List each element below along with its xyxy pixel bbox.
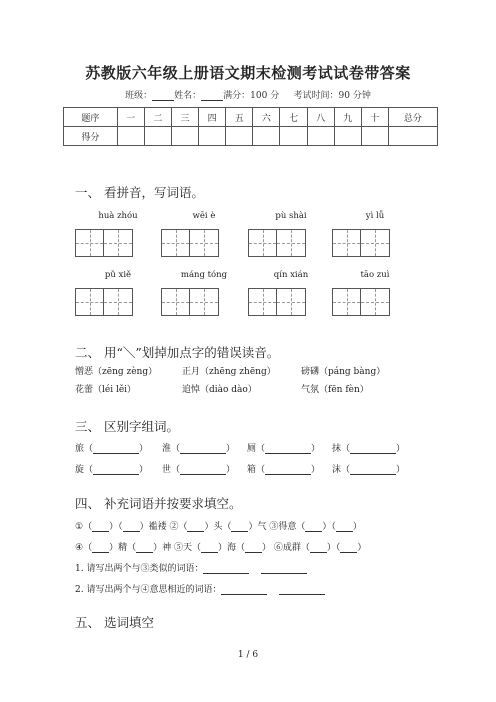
fill-line-1 — [75, 519, 362, 532]
writing-cell[interactable] — [277, 289, 305, 315]
score-cell[interactable] — [144, 127, 171, 146]
writing-cell[interactable] — [162, 230, 190, 256]
question-1 — [75, 561, 307, 574]
score-cell[interactable] — [117, 127, 144, 146]
fill-text: ）气 ③得意（ — [248, 522, 306, 532]
page-number: 1 / 6 — [237, 650, 259, 660]
writing-grid[interactable] — [75, 288, 133, 316]
writing-cell[interactable] — [190, 230, 218, 256]
answer-blank[interactable] — [265, 444, 311, 454]
section2-heading: 二、 用“＼”划掉加点字的错误读音。 — [75, 345, 280, 360]
pinyin-label: máng tóng — [180, 270, 228, 280]
answer-blank[interactable] — [203, 564, 249, 574]
name-label: 姓名： — [174, 91, 202, 101]
writing-cell[interactable] — [333, 289, 361, 315]
answer-blank[interactable] — [187, 522, 204, 532]
score-header-cell: 五 — [226, 108, 253, 127]
score-cell[interactable] — [226, 127, 253, 146]
fill-text: ）（ — [109, 522, 123, 532]
fill-text: ）神 ⑤天（ — [153, 543, 201, 553]
writing-cell[interactable] — [333, 230, 361, 256]
word-group-item: 旅（ ） — [75, 444, 149, 454]
writing-grid[interactable] — [161, 229, 219, 257]
writing-grid[interactable] — [332, 288, 390, 316]
question-2 — [75, 582, 325, 595]
score-header-cell: 六 — [253, 108, 280, 127]
answer-blank[interactable] — [92, 522, 109, 532]
score-cell[interactable] — [280, 127, 307, 146]
answer-blank[interactable] — [261, 564, 307, 574]
fill-text: ） — [357, 543, 367, 553]
word-group-item: 淮（ ） — [162, 444, 236, 454]
answer-blank[interactable] — [336, 522, 353, 532]
fill-text: ） ⑥成群（ — [261, 543, 310, 553]
name-blank — [201, 91, 223, 101]
answer-blank[interactable] — [123, 522, 140, 532]
word-group-item: 沫（ ） — [332, 465, 406, 475]
answer-blank[interactable] — [180, 465, 226, 475]
section3-heading: 三、 区别字组词。 — [75, 419, 179, 434]
score-cell[interactable] — [388, 127, 437, 146]
character: 世 — [162, 465, 172, 475]
answer-blank[interactable] — [245, 543, 262, 553]
character: 旋 — [75, 465, 85, 475]
writing-cell[interactable] — [76, 289, 104, 315]
answer-blank[interactable] — [201, 543, 218, 553]
score-header-cell: 十 — [361, 108, 388, 127]
writing-cell[interactable] — [249, 230, 277, 256]
writing-cell[interactable] — [190, 289, 218, 315]
answer-blank[interactable] — [180, 444, 226, 454]
score-header-row — [64, 108, 438, 127]
pinyin-label: huà zhóu — [98, 211, 138, 221]
writing-grid[interactable] — [75, 229, 133, 257]
word-group-item: 世（ ） — [162, 465, 236, 475]
answer-blank[interactable] — [221, 585, 267, 595]
score-cell[interactable] — [361, 127, 388, 146]
writing-cell[interactable] — [76, 230, 104, 256]
writing-cell[interactable] — [104, 230, 132, 256]
answer-blank[interactable] — [136, 543, 153, 553]
score-header-cell: 七 — [280, 108, 307, 127]
score-cell[interactable] — [307, 127, 334, 146]
reading-item-3: 磅礴（páng bàng） — [301, 367, 386, 377]
score-header-cell: 九 — [334, 108, 361, 127]
score-header-cell: 二 — [144, 108, 171, 127]
reading-item-1: 憎恶（zēng zèng） — [75, 367, 158, 377]
character: 旅 — [75, 444, 85, 454]
writing-grid[interactable] — [248, 229, 306, 257]
writing-cell[interactable] — [104, 289, 132, 315]
section4-heading: 四、 补充词语并按要求填空。 — [75, 496, 242, 511]
fill-line-2 — [75, 540, 366, 553]
answer-blank[interactable] — [231, 522, 248, 532]
score-cell[interactable] — [334, 127, 361, 146]
score-header-cell: 题序 — [64, 108, 118, 127]
pinyin-label: pù shài — [275, 211, 307, 221]
writing-cell[interactable] — [277, 230, 305, 256]
character: 厕 — [247, 444, 257, 454]
class-label: 班级： — [125, 91, 153, 101]
fill-text: ④（ — [75, 543, 93, 553]
class-blank — [152, 91, 174, 101]
question-2-text: 2. 请写出两个与④意思相近的词语： — [75, 585, 222, 595]
writing-grid[interactable] — [248, 288, 306, 316]
reading-item-2: 正月（zhēng zhēng） — [182, 367, 276, 377]
character: 沫 — [332, 465, 342, 475]
pinyin-label: wēi è — [192, 211, 216, 221]
answer-blank[interactable] — [340, 543, 357, 553]
score-header-cell: 三 — [171, 108, 198, 127]
exam-meta — [0, 88, 496, 101]
exam-time: 考试时间：90 分钟 — [293, 91, 371, 101]
section1-heading: 一、 看拼音，写词语。 — [75, 185, 204, 200]
score-header-cell: 总分 — [388, 108, 437, 127]
writing-grid[interactable] — [161, 288, 219, 316]
document-title: 苏教版六年级上册语文期末检测考试试卷带答案 — [85, 64, 411, 82]
full-score: 满分：100 分 — [223, 91, 280, 101]
word-group-item: 厕（ ） — [247, 444, 321, 454]
fill-text: ）（ — [322, 522, 336, 532]
character: 抹 — [332, 444, 342, 454]
writing-cell[interactable] — [361, 289, 389, 315]
score-row-label: 得分 — [64, 127, 118, 146]
fill-text: ） — [352, 522, 362, 532]
word-group-item: 旋（ ） — [75, 465, 149, 475]
answer-blank[interactable] — [93, 465, 139, 475]
fill-text: ①（ — [75, 522, 93, 532]
answer-blank[interactable] — [350, 444, 396, 454]
reading-item-6: 气氛（fēn fèn） — [301, 385, 369, 395]
score-table — [63, 107, 438, 146]
score-cell[interactable] — [253, 127, 280, 146]
answer-blank[interactable] — [265, 465, 311, 475]
score-header-cell: 四 — [199, 108, 226, 127]
section5-heading: 五、 选词填空 — [75, 615, 154, 630]
fill-text: ）头（ — [204, 522, 232, 532]
character: 淮 — [162, 444, 172, 454]
answer-blank[interactable] — [279, 585, 325, 595]
answer-blank[interactable] — [310, 543, 327, 553]
word-group-item: 抹（ ） — [332, 444, 406, 454]
writing-cell[interactable] — [361, 230, 389, 256]
pinyin-label: tāo zuì — [360, 270, 390, 280]
question-1-text: 1. 请写出两个与③类似的词语： — [75, 564, 204, 574]
fill-text: ）精（ — [109, 543, 137, 553]
answer-blank[interactable] — [350, 465, 396, 475]
writing-cell[interactable] — [162, 289, 190, 315]
answer-blank[interactable] — [92, 543, 109, 553]
pinyin-label: pǔ xiě — [104, 270, 132, 280]
score-header-cell: 一 — [117, 108, 144, 127]
answer-blank[interactable] — [305, 522, 322, 532]
writing-cell[interactable] — [249, 289, 277, 315]
character: 箱 — [247, 465, 257, 475]
score-cell[interactable] — [199, 127, 226, 146]
fill-text: ）褴褛 ②（ — [139, 522, 188, 532]
score-cell[interactable] — [171, 127, 198, 146]
writing-grid[interactable] — [332, 229, 390, 257]
pinyin-label: qín xián — [273, 270, 309, 280]
answer-blank[interactable] — [93, 444, 139, 454]
reading-item-5: 追悼（diào dào） — [182, 385, 257, 395]
fill-text: ）海（ — [217, 543, 245, 553]
reading-item-4: 花蕾（léi lěi） — [75, 385, 137, 395]
score-row — [64, 127, 438, 146]
pinyin-label: yì lǚ — [365, 211, 385, 221]
score-header-cell: 八 — [307, 108, 334, 127]
fill-text: ）（ — [326, 543, 341, 553]
word-group-item: 箱（ ） — [247, 465, 321, 475]
